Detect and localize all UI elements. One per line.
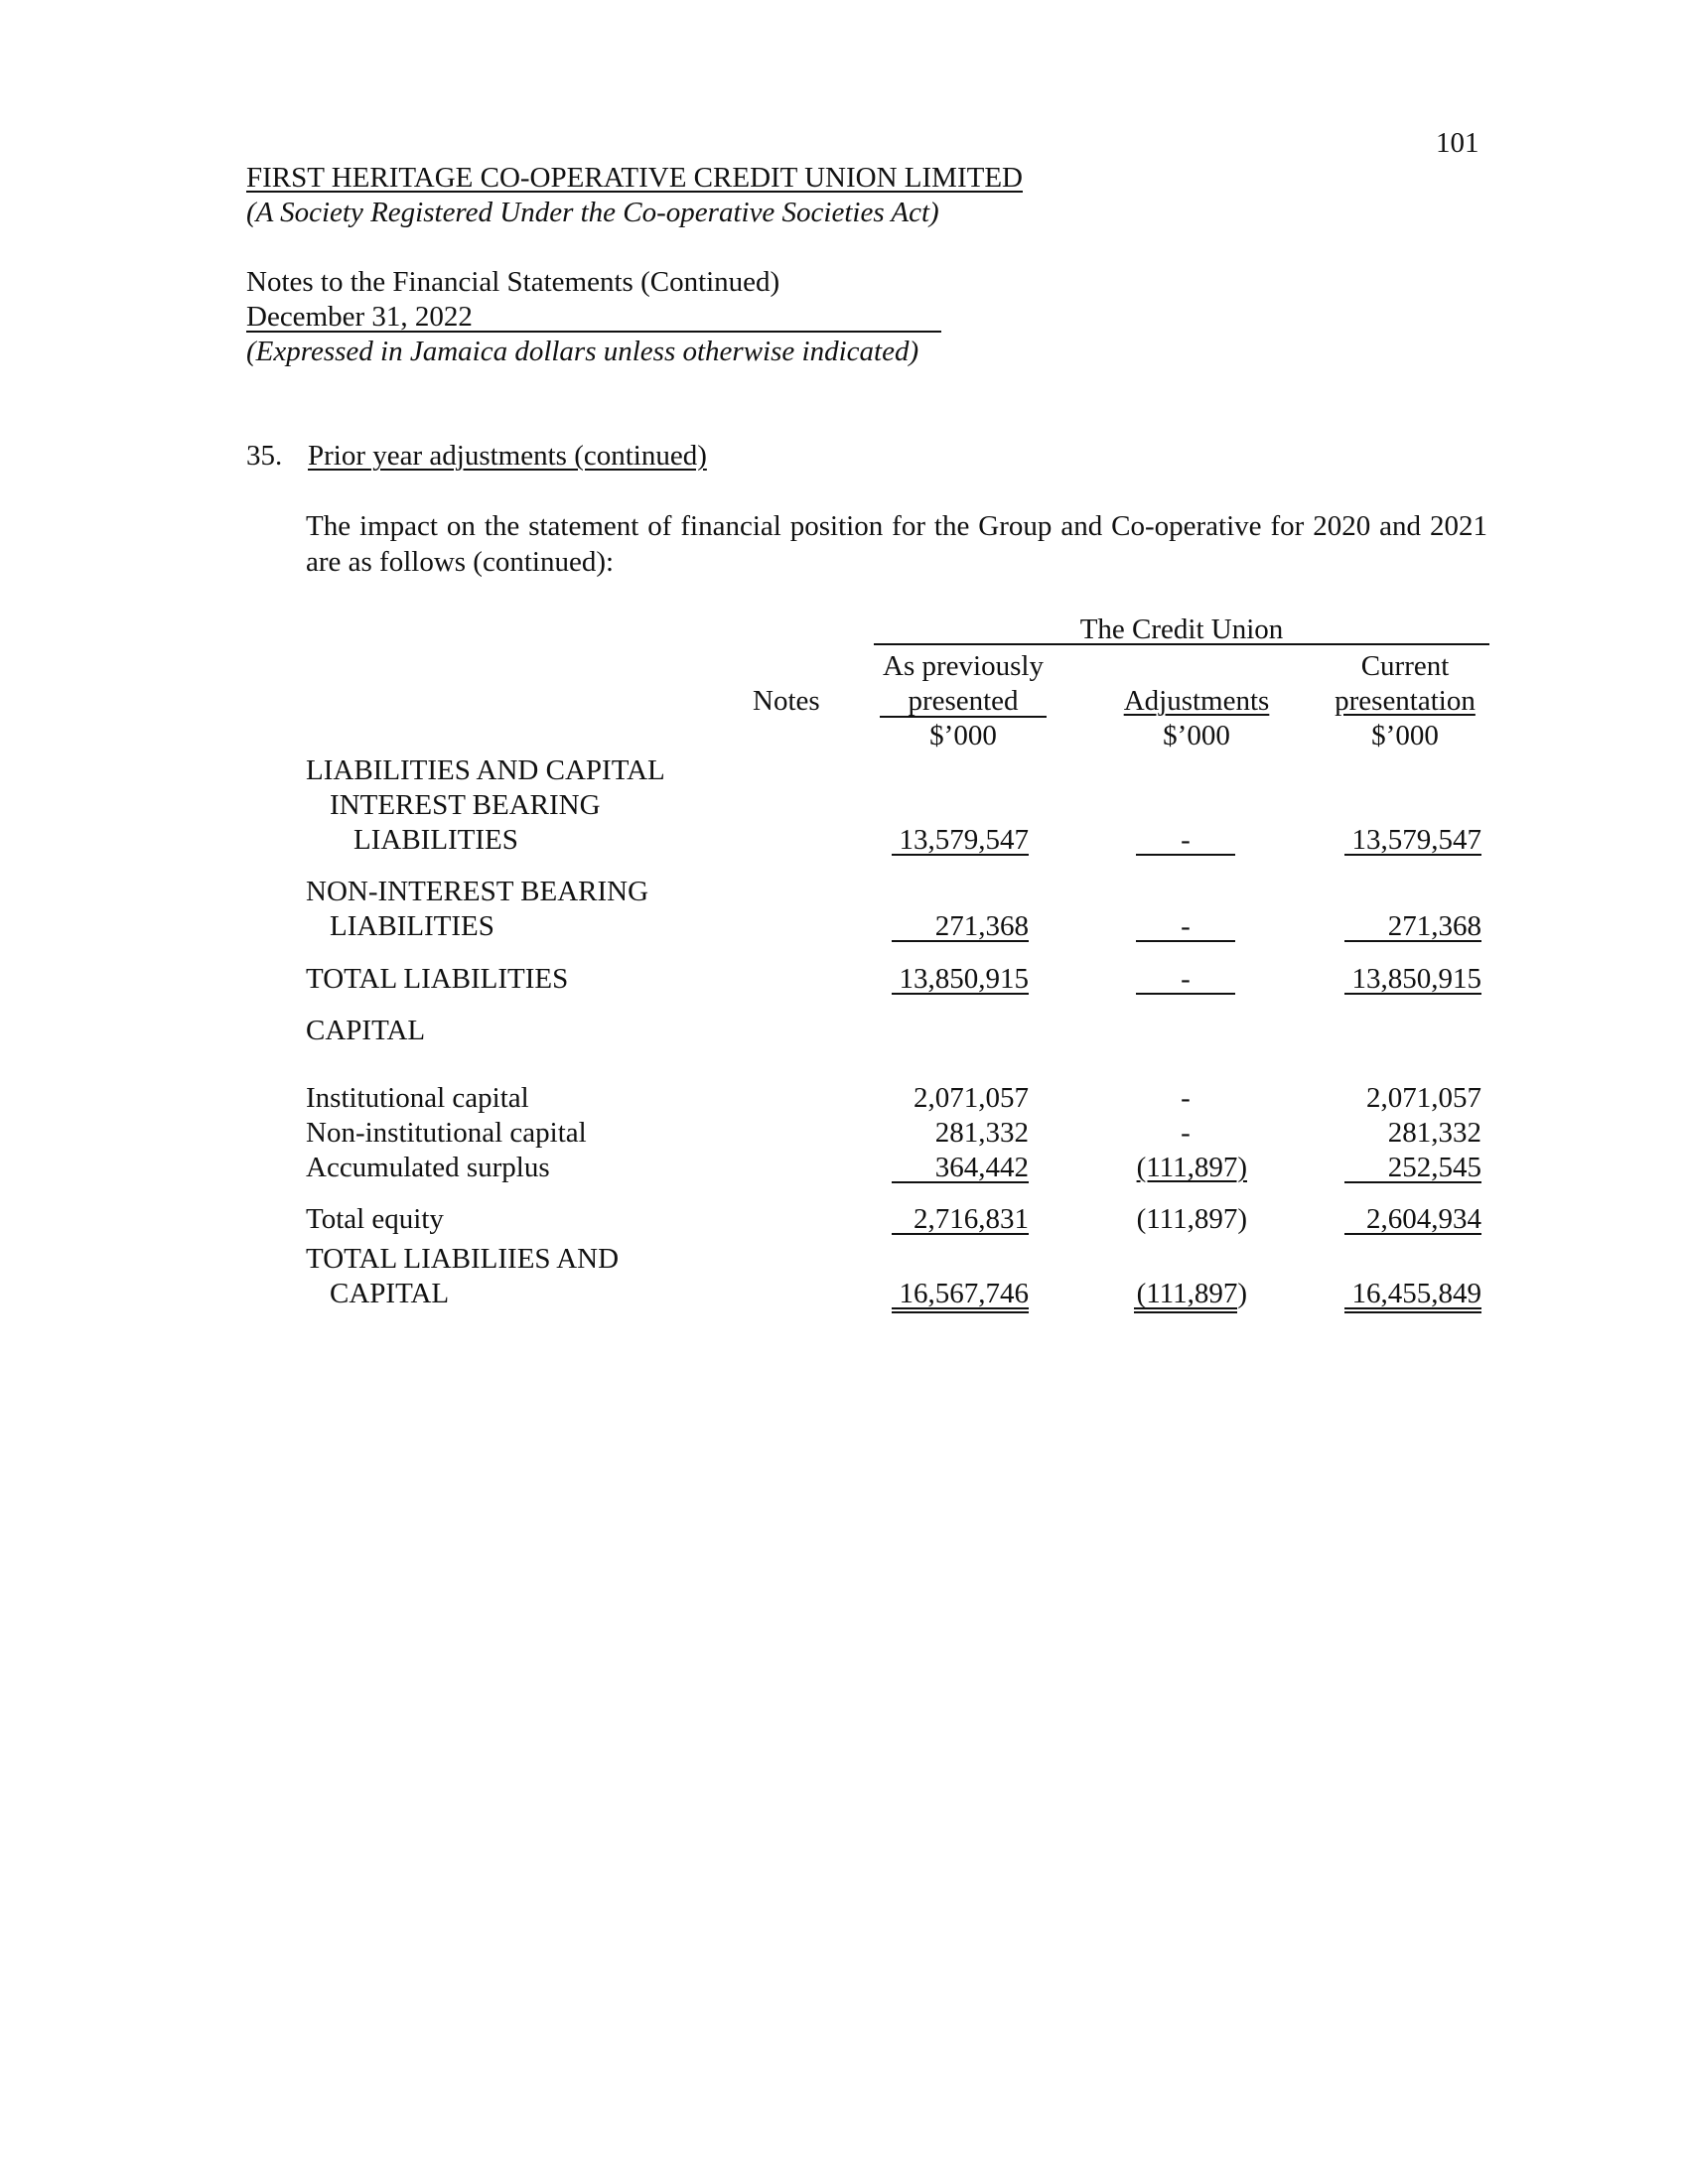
- liabilities-capital-heading: LIABILITIES AND CAPITAL: [306, 754, 665, 786]
- adj-value: -: [1181, 963, 1191, 995]
- curr-value: 16,455,849: [1351, 1278, 1481, 1309]
- prev-value: 271,368: [934, 910, 1029, 942]
- prev-rule: [892, 1181, 1029, 1183]
- prev-rule: [892, 940, 1029, 942]
- curr-value: 271,368: [1387, 910, 1481, 942]
- adj-value: -: [1181, 910, 1191, 942]
- row-label: TOTAL LIABILIIES AND: [306, 1243, 620, 1275]
- curr-value: 252,545: [1387, 1152, 1481, 1183]
- notes-header: Notes: [753, 685, 820, 717]
- prev-value: 2,071,057: [914, 1082, 1029, 1114]
- group-header-rule: [874, 643, 1489, 645]
- adj-value: -: [1181, 824, 1191, 856]
- row-label: Total equity: [306, 1203, 444, 1235]
- curr-value: 281,332: [1387, 1117, 1481, 1149]
- row-label: CAPITAL: [330, 1278, 450, 1309]
- organization-name: FIRST HERITAGE CO-OPERATIVE CREDIT UNION LIMITED: [246, 162, 1023, 194]
- adj-value: (111,897): [1136, 1152, 1247, 1183]
- capital-heading: CAPITAL: [306, 1015, 426, 1046]
- prev-double-rule-1: [892, 1307, 1029, 1309]
- row-label: Institutional capital: [306, 1082, 529, 1114]
- prev-value: 13,850,915: [899, 963, 1029, 995]
- curr-rule: [1344, 1181, 1481, 1183]
- adj-rule: [1136, 854, 1235, 856]
- col1-header-rule: [880, 716, 1047, 718]
- section-title: Prior year adjustments (continued): [308, 440, 707, 472]
- row-label: TOTAL LIABILITIES: [306, 963, 569, 995]
- statement-date: December 31, 2022: [246, 301, 473, 333]
- adj-double-rule-1: [1134, 1307, 1237, 1309]
- prev-value: 364,442: [934, 1152, 1029, 1183]
- prev-rule: [892, 1233, 1029, 1235]
- col1-header-line2: presented: [908, 685, 1019, 717]
- col2-unit: $’000: [1163, 720, 1230, 751]
- group-header: The Credit Union: [1079, 614, 1284, 645]
- curr-value: 2,604,934: [1366, 1203, 1481, 1235]
- col3-header-line2: presentation: [1335, 685, 1476, 717]
- adj-value: (111,897): [1136, 1203, 1247, 1235]
- curr-rule: [1344, 940, 1481, 942]
- prev-value: 16,567,746: [899, 1278, 1029, 1309]
- col2-header: Adjustments: [1123, 685, 1270, 717]
- curr-value: 13,850,915: [1351, 963, 1481, 995]
- prev-double-rule-2: [892, 1311, 1029, 1313]
- curr-value: 2,071,057: [1366, 1082, 1481, 1114]
- registration-note: (A Society Registered Under the Co-operative Societies Act): [246, 197, 939, 228]
- row-label: NON-INTEREST BEARING: [306, 876, 649, 907]
- curr-rule: [1344, 854, 1481, 856]
- row-label: Accumulated surplus: [306, 1152, 550, 1183]
- curr-rule: [1344, 1233, 1481, 1235]
- col1-unit: $’000: [929, 720, 997, 751]
- adj-double-rule-2: [1134, 1311, 1237, 1313]
- row-label: LIABILITIES: [330, 910, 494, 942]
- curr-double-rule-2: [1344, 1311, 1481, 1313]
- row-label: INTEREST BEARING: [330, 789, 601, 821]
- curr-rule: [1344, 993, 1481, 995]
- adj-value: -: [1181, 1082, 1191, 1114]
- adj-value: -: [1181, 1117, 1191, 1149]
- page-number: 101: [1436, 127, 1479, 159]
- notes-title: Notes to the Financial Statements (Continued): [246, 266, 780, 298]
- prev-value: 281,332: [934, 1117, 1029, 1149]
- prev-value: 2,716,831: [914, 1203, 1029, 1235]
- prev-rule: [892, 993, 1029, 995]
- section-number: 35.: [246, 440, 283, 472]
- currency-note: (Expressed in Jamaica dollars unless otherwise indicated): [246, 336, 919, 367]
- adj-rule: [1136, 993, 1235, 995]
- prev-rule: [892, 854, 1029, 856]
- row-label: Non-institutional capital: [306, 1117, 587, 1149]
- date-underline: [246, 331, 941, 333]
- prev-value: 13,579,547: [899, 824, 1029, 856]
- adj-value: (111,897): [1136, 1278, 1247, 1309]
- col1-header-line1: As previously: [883, 650, 1044, 682]
- col3-unit: $’000: [1371, 720, 1439, 751]
- row-label: LIABILITIES: [353, 824, 518, 856]
- adj-rule: [1136, 940, 1235, 942]
- col3-header-line1: Current: [1360, 650, 1450, 682]
- section-intro: The impact on the statement of financial position for the Group and Co-operative for 2020 and 2021 are as follows (continued):: [306, 510, 1487, 578]
- curr-value: 13,579,547: [1351, 824, 1481, 856]
- curr-double-rule-1: [1344, 1307, 1481, 1309]
